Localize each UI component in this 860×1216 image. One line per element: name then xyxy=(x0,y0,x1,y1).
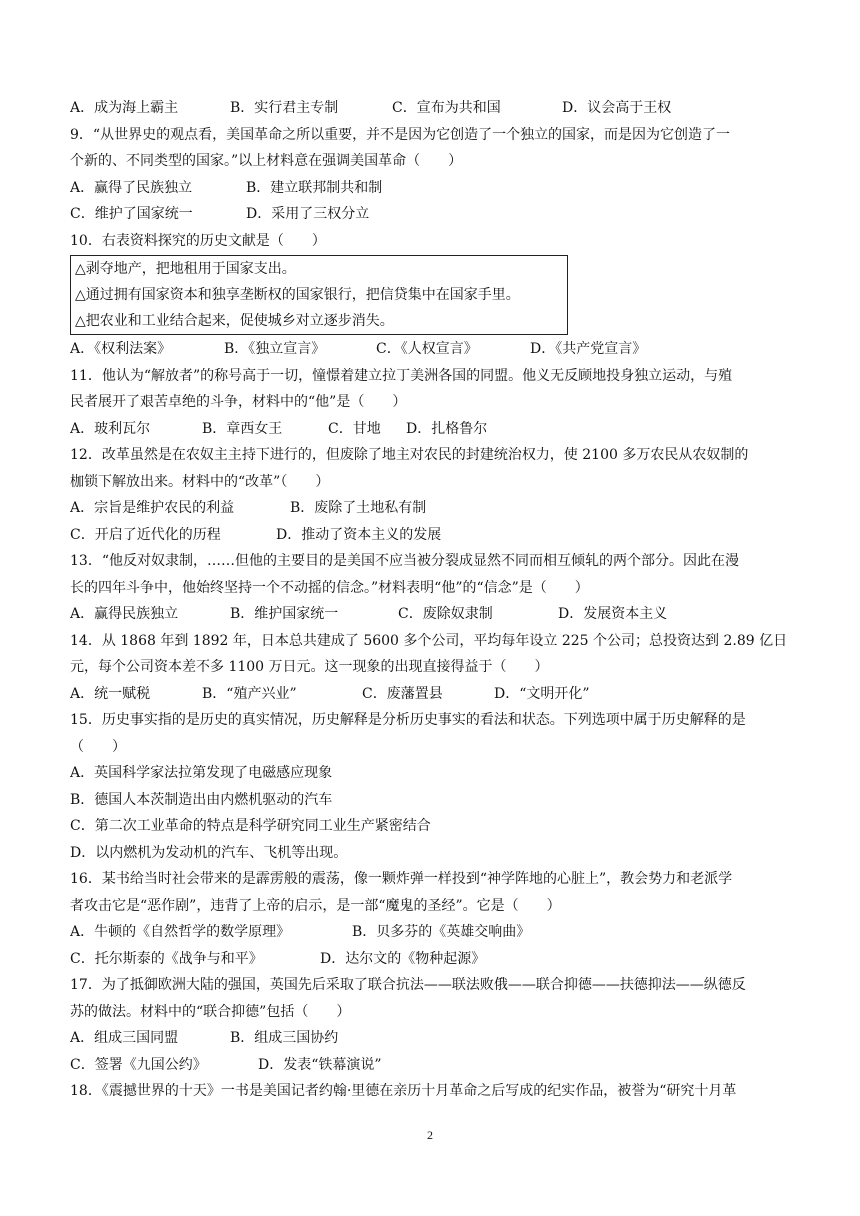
q16-option-d: D．达尔文的《物种起源》 xyxy=(320,950,486,967)
q10-options xyxy=(70,336,794,363)
q10-option-a: A．《权利法案》 xyxy=(70,341,172,357)
q11-option-c: C．甘地 xyxy=(328,420,381,437)
q15-option-b: B．德国人本茨制造出由内燃机驱动的汽车 xyxy=(70,791,333,808)
q9-options-row-1 xyxy=(70,175,794,202)
q15-stem-line-2: （ ） xyxy=(70,738,126,755)
q14-stem-line-2: 元，每个公司资本差不多 1100 万日元。这一现象的出现直接得益于（ ） xyxy=(70,659,549,675)
q8-option-a: A．成为海上霸主 xyxy=(70,100,179,116)
q10-stem: 10．右表资料探究的历史文献是（ ） xyxy=(70,232,326,249)
q10-option-d: D．《共产党宣言》 xyxy=(530,341,647,357)
q13-option-a: A．赢得民族独立 xyxy=(70,606,179,622)
q10-option-c: C．《人权宣言》 xyxy=(376,341,478,357)
q10-table-row: △把农业和工业结合起来，促使城乡对立逐步消失。 xyxy=(75,313,394,329)
q9-stem-line-1: 9．“从世界史的观点看，美国革命之所以重要，并不是因为它创造了一个独立的国家，而是因为它创造了一 xyxy=(70,126,731,143)
q15-option-d: D．以内燃机为发动机的汽车、飞机等出现。 xyxy=(70,844,348,861)
q8-options xyxy=(70,95,794,122)
q8-option-d: D．议会高于王权 xyxy=(562,100,672,116)
q14-stem-line-1: 14．从 1868 年到 1892 年，日本总共建成了 5600 多个公司，平均每年设立 225 个公司；总投资达到 2.89 亿日 xyxy=(70,632,788,649)
q16-options-row-2 xyxy=(70,946,794,973)
page-number: 2 xyxy=(427,1128,433,1142)
q14-option-d: D．“文明开化” xyxy=(494,685,590,702)
q11-option-b: B．章西女王 xyxy=(202,420,283,437)
q12-options-row-1 xyxy=(70,495,794,522)
q15-option-a: A．英国科学家法拉第发现了电磁感应现象 xyxy=(70,765,333,781)
q12-option-d: D．推动了资本主义的发展 xyxy=(276,526,442,543)
q13-option-c: C．废除奴隶制 xyxy=(398,606,493,622)
q17-options-row-2 xyxy=(70,1052,794,1079)
q17-stem-line-1: 17．为了抵御欧洲大陆的强国，英国先后采取了联合抗法——联法败俄——联合抑德——扶德抑法——纵德反 xyxy=(70,977,746,993)
q9-stem-line-2: 个新的、不同类型的国家。”以上材料意在强调美国革命（ ） xyxy=(70,153,463,169)
q14-option-a: A．统一赋税 xyxy=(70,685,151,702)
q8-option-c: C．宣布为共和国 xyxy=(392,100,501,116)
q17-option-c: C．签署《九国公约》 xyxy=(70,1056,207,1073)
q9-options-row-2 xyxy=(70,201,794,228)
q9-option-a: A．赢得了民族独立 xyxy=(70,179,193,196)
q13-option-d: D．发展资本主义 xyxy=(558,606,668,622)
q12-options-row-2 xyxy=(70,522,794,549)
q12-stem-line-2: 枷锁下解放出来。材料中的“改革”（ ） xyxy=(70,473,330,490)
q13-options xyxy=(70,601,794,628)
q10-table-row: △剥夺地产，把地租用于国家支出。 xyxy=(75,261,296,277)
q17-stem-line-2: 苏的做法。材料中的“联合抑德”包括（ ） xyxy=(70,1003,351,1020)
q10-source-table xyxy=(70,255,568,335)
q16-stem-line-1: 16．某书给当时社会带来的是霹雳般的震荡，像一颗炸弹一样投到“神学阵地的心脏上”，教会势力和老派学 xyxy=(70,871,733,887)
q15-stem-line-1: 15．历史事实指的是历史的真实情况，历史解释是分析历史事实的看法和状态。下列选项中属于历史解释的是 xyxy=(70,712,746,728)
q18-stem-line-1: 18．《震撼世界的十天》一书是美国记者约翰·里德在亲历十月革命之后写成的纪实作品，被誉为“研究十月革 xyxy=(70,1083,737,1099)
q17-option-b: B．组成三国协约 xyxy=(230,1030,339,1046)
q13-option-b: B．维护国家统一 xyxy=(230,606,339,622)
q16-option-c: C．托尔斯泰的《战争与和平》 xyxy=(70,950,263,967)
question-list xyxy=(70,95,794,1105)
q11-stem-line-1: 11．他认为“解放者”的称号高于一切，憧憬着建立拉丁美洲各国的同盟。他义无反顾地投身独立运动，与殖 xyxy=(70,367,733,384)
q16-options-row-1 xyxy=(70,919,794,946)
q17-option-a: A．组成三国同盟 xyxy=(70,1030,179,1046)
q12-option-c: C．开启了近代化的历程 xyxy=(70,526,221,543)
q12-option-b: B．废除了土地私有制 xyxy=(290,500,427,516)
q9-option-c: C．维护了国家统一 xyxy=(70,206,193,222)
q9-option-d: D．采用了三权分立 xyxy=(246,206,370,222)
q11-option-d: D．扎格鲁尔 xyxy=(406,420,488,437)
q14-option-b: B．“殖产兴业” xyxy=(202,685,297,702)
q11-option-a: A．玻利瓦尔 xyxy=(70,420,151,437)
q13-stem-line-1: 13．“他反对奴隶制，……但他的主要目的是美国不应当被分裂成显然不同而相互倾轧的两个部分。因此在漫 xyxy=(70,553,739,569)
q16-option-b: B．贝多芬的《英雄交响曲》 xyxy=(352,924,531,940)
q17-option-d: D．发表“铁幕演说” xyxy=(258,1056,382,1073)
q12-option-a: A．宗旨是维护农民的利益 xyxy=(70,500,235,516)
q10-option-b: B．《独立宣言》 xyxy=(224,341,326,357)
q16-stem-line-2: 者攻击它是“恶作剧”，违背了上帝的启示，是一部“魔鬼的圣经”。它是（ ） xyxy=(70,897,561,914)
q12-stem-line-1: 12．改革虽然是在农奴主主持下进行的，但废除了地主对农民的封建统治权力，使 2100 多万农民从农奴制的 xyxy=(70,447,749,463)
q11-options xyxy=(70,416,794,443)
q14-option-c: C．废藩置县 xyxy=(362,685,443,702)
q8-option-b: B．实行君主专制 xyxy=(230,100,339,116)
q13-stem-line-2: 长的四年斗争中，他始终坚持一个不动摇的信念。”材料表明“他”的“信念”是（ ） xyxy=(70,579,589,596)
q16-option-a: A．牛顿的《自然哲学的数学原理》 xyxy=(70,924,291,940)
q17-options-row-1 xyxy=(70,1025,794,1052)
q14-options xyxy=(70,681,794,708)
q11-stem-line-2: 民者展开了艰苦卓绝的斗争，材料中的“他”是（ ） xyxy=(70,394,407,410)
q9-option-b: B．建立联邦制共和制 xyxy=(246,179,383,196)
q10-table-row: △通过拥有国家资本和独享垄断权的国家银行，把信贷集中在国家手里。 xyxy=(75,287,520,303)
q15-option-c: C．第二次工业革命的特点是科学研究同工业生产紧密结合 xyxy=(70,818,431,834)
